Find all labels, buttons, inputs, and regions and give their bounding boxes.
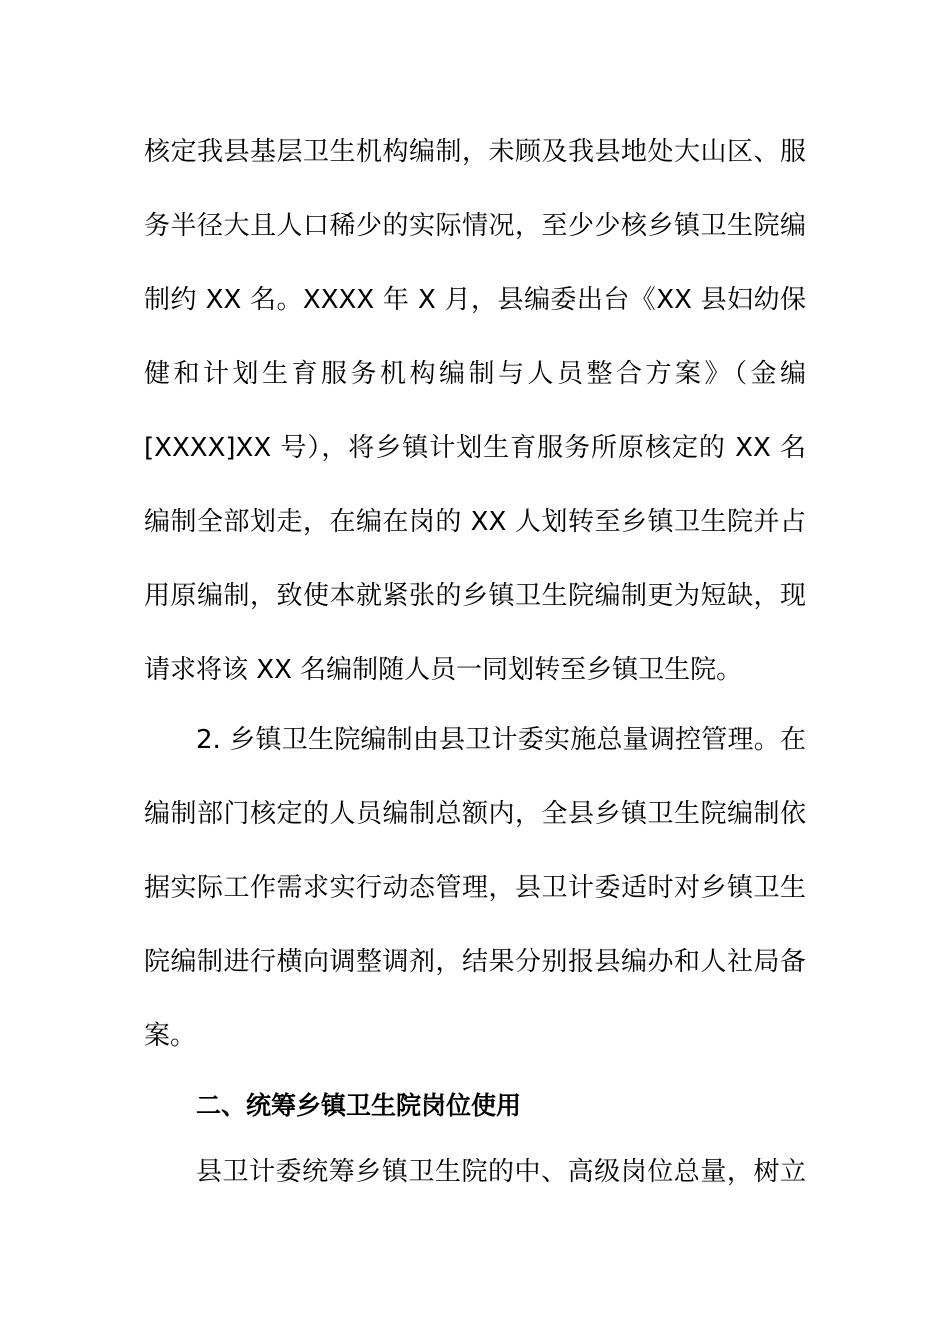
paragraph-line: 务半径大且人口稀少的实际情况，至少少核乡镇卫生院编 [144, 211, 806, 241]
paragraph-line: 核定我县基层卫生机构编制，未顾及我县地处大山区、服 [144, 137, 806, 167]
paragraph-line: 2. 乡镇卫生院编制由县卫计委实施总量调控管理。在 [196, 725, 806, 755]
paragraph-line: 县卫计委统筹乡镇卫生院的中、高级岗位总量，树立 [196, 1157, 806, 1187]
paragraph-line: [XXXX]XX 号），将乡镇计划生育服务所原核定的 XX 名 [144, 433, 806, 463]
paragraph-line: 制约 XX 名。XXXX 年 X 月，县编委出台《XX 县妇幼保 [144, 285, 806, 315]
paragraph-line: 编制部门核定的人员编制总额内，全县乡镇卫生院编制依 [144, 799, 806, 829]
paragraph-line: 案。 [144, 1021, 197, 1051]
paragraph-line: 编制全部划走，在编在岗的 XX 人划转至乡镇卫生院并占 [144, 507, 806, 537]
section-heading: 二、统筹乡镇卫生院岗位使用 [196, 1091, 522, 1120]
paragraph-line: 请求将该 XX 名编制随人员一同划转至乡镇卫生院。 [144, 655, 743, 685]
paragraph-line: 据实际工作需求实行动态管理，县卫计委适时对乡镇卫生 [144, 873, 806, 903]
paragraph-line: 院编制进行横向调整调剂，结果分别报县编办和人社局备 [144, 947, 806, 977]
paragraph-line: 健和计划生育服务机构编制与人员整合方案》（金编 [144, 359, 806, 389]
paragraph-line: 用原编制，致使本就紧张的乡镇卫生院编制更为短缺，现 [144, 581, 806, 611]
